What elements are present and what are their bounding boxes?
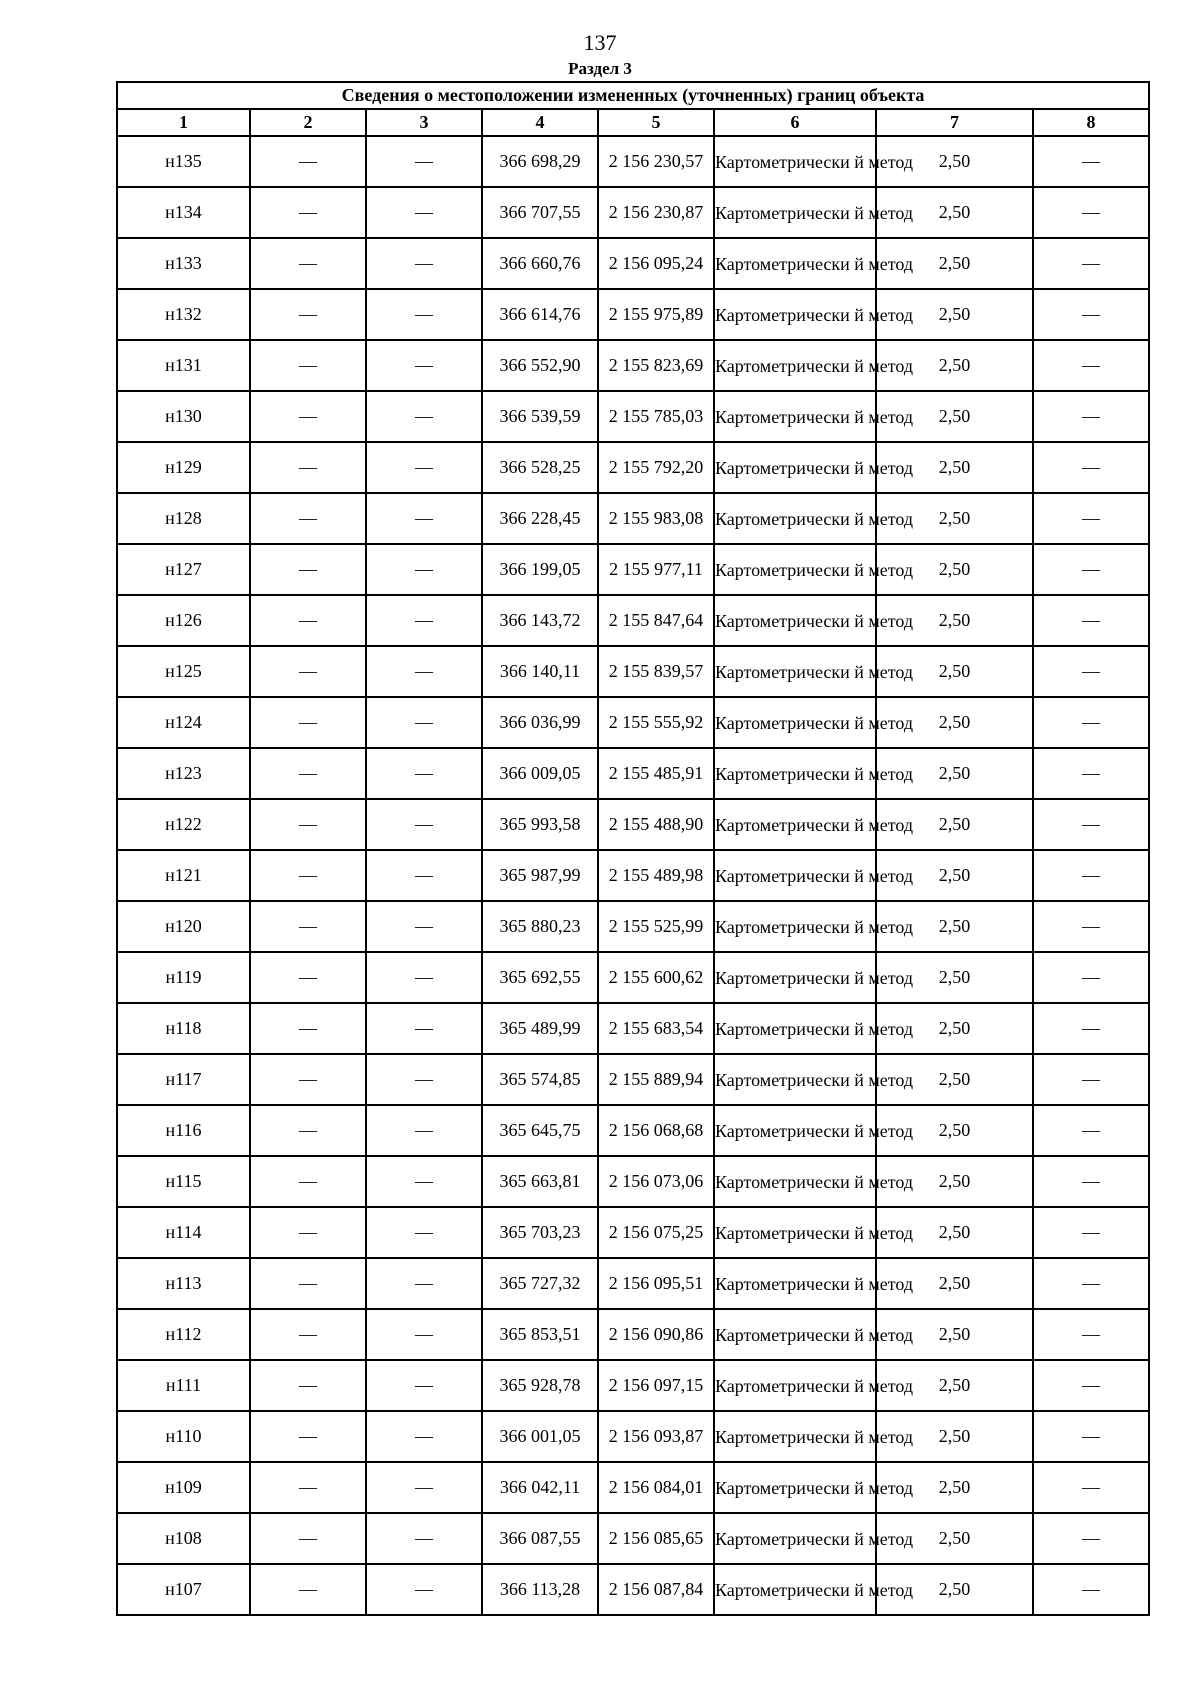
- col8-cell: —: [1033, 289, 1149, 340]
- y-coordinate-cell: 2 156 230,87: [598, 187, 714, 238]
- table-row: [117, 391, 1149, 442]
- accuracy-cell: 2,50: [876, 1360, 1033, 1411]
- y-coordinate-cell: 2 156 068,68: [598, 1105, 714, 1156]
- col2-cell: —: [250, 595, 366, 646]
- method-cell: Картометрически й метод: [714, 1156, 876, 1207]
- table-row: [117, 1105, 1149, 1156]
- col2-cell: —: [250, 1513, 366, 1564]
- point-name-cell: н107: [117, 1564, 250, 1615]
- col2-cell: —: [250, 646, 366, 697]
- table-row: [117, 1360, 1149, 1411]
- col3-cell: —: [366, 1309, 482, 1360]
- x-coordinate-cell: 366 707,55: [482, 187, 598, 238]
- table-caption: Сведения о местоположении измененных (уточненных) границ объекта: [117, 82, 1149, 109]
- x-coordinate-cell: 366 660,76: [482, 238, 598, 289]
- method-cell: Картометрически й метод: [714, 1054, 876, 1105]
- y-coordinate-cell: 2 155 785,03: [598, 391, 714, 442]
- col3-cell: —: [366, 748, 482, 799]
- column-number: 7: [876, 109, 1033, 136]
- col3-cell: —: [366, 136, 482, 187]
- col3-cell: —: [366, 493, 482, 544]
- method-cell: Картометрически й метод: [714, 340, 876, 391]
- point-name-cell: н121: [117, 850, 250, 901]
- x-coordinate-cell: 366 113,28: [482, 1564, 598, 1615]
- x-coordinate-cell: 366 140,11: [482, 646, 598, 697]
- col8-cell: —: [1033, 697, 1149, 748]
- accuracy-cell: 2,50: [876, 646, 1033, 697]
- accuracy-cell: 2,50: [876, 1411, 1033, 1462]
- y-coordinate-cell: 2 155 555,92: [598, 697, 714, 748]
- point-name-cell: н122: [117, 799, 250, 850]
- col8-cell: —: [1033, 1513, 1149, 1564]
- col2-cell: —: [250, 952, 366, 1003]
- accuracy-cell: 2,50: [876, 442, 1033, 493]
- col3-cell: —: [366, 901, 482, 952]
- col3-cell: —: [366, 442, 482, 493]
- method-cell: Картометрически й метод: [714, 391, 876, 442]
- col2-cell: —: [250, 1003, 366, 1054]
- x-coordinate-cell: 366 528,25: [482, 442, 598, 493]
- y-coordinate-cell: 2 156 087,84: [598, 1564, 714, 1615]
- col8-cell: —: [1033, 1003, 1149, 1054]
- point-name-cell: н114: [117, 1207, 250, 1258]
- col8-cell: —: [1033, 1054, 1149, 1105]
- method-cell: Картометрически й метод: [714, 544, 876, 595]
- col8-cell: —: [1033, 391, 1149, 442]
- method-cell: Картометрически й метод: [714, 1003, 876, 1054]
- col8-cell: —: [1033, 1411, 1149, 1462]
- y-coordinate-cell: 2 156 095,24: [598, 238, 714, 289]
- col3-cell: —: [366, 1411, 482, 1462]
- col3-cell: —: [366, 340, 482, 391]
- col2-cell: —: [250, 1564, 366, 1615]
- y-coordinate-cell: 2 156 090,86: [598, 1309, 714, 1360]
- point-name-cell: н126: [117, 595, 250, 646]
- accuracy-cell: 2,50: [876, 748, 1033, 799]
- table-row: [117, 136, 1149, 187]
- point-name-cell: н108: [117, 1513, 250, 1564]
- accuracy-cell: 2,50: [876, 136, 1033, 187]
- col2-cell: —: [250, 493, 366, 544]
- method-cell: Картометрически й метод: [714, 289, 876, 340]
- col8-cell: —: [1033, 442, 1149, 493]
- table-row: [117, 340, 1149, 391]
- col2-cell: —: [250, 187, 366, 238]
- col8-cell: —: [1033, 340, 1149, 391]
- col2-cell: —: [250, 544, 366, 595]
- point-name-cell: н130: [117, 391, 250, 442]
- accuracy-cell: 2,50: [876, 1462, 1033, 1513]
- y-coordinate-cell: 2 155 600,62: [598, 952, 714, 1003]
- col3-cell: —: [366, 289, 482, 340]
- point-name-cell: н115: [117, 1156, 250, 1207]
- col2-cell: —: [250, 697, 366, 748]
- y-coordinate-cell: 2 155 489,98: [598, 850, 714, 901]
- col3-cell: —: [366, 238, 482, 289]
- col8-cell: —: [1033, 238, 1149, 289]
- table-row: [117, 697, 1149, 748]
- col2-cell: —: [250, 901, 366, 952]
- table-row: [117, 799, 1149, 850]
- x-coordinate-cell: 365 987,99: [482, 850, 598, 901]
- point-name-cell: н135: [117, 136, 250, 187]
- col3-cell: —: [366, 544, 482, 595]
- table-caption-row: [117, 82, 1149, 109]
- y-coordinate-cell: 2 155 792,20: [598, 442, 714, 493]
- x-coordinate-cell: 365 645,75: [482, 1105, 598, 1156]
- x-coordinate-cell: 366 698,29: [482, 136, 598, 187]
- accuracy-cell: 2,50: [876, 1258, 1033, 1309]
- point-name-cell: н129: [117, 442, 250, 493]
- col2-cell: —: [250, 1462, 366, 1513]
- accuracy-cell: 2,50: [876, 850, 1033, 901]
- col2-cell: —: [250, 289, 366, 340]
- col2-cell: —: [250, 442, 366, 493]
- col3-cell: —: [366, 952, 482, 1003]
- x-coordinate-cell: 366 199,05: [482, 544, 598, 595]
- accuracy-cell: 2,50: [876, 1207, 1033, 1258]
- y-coordinate-cell: 2 155 839,57: [598, 646, 714, 697]
- col3-cell: —: [366, 1513, 482, 1564]
- point-name-cell: н110: [117, 1411, 250, 1462]
- y-coordinate-cell: 2 155 983,08: [598, 493, 714, 544]
- table-row: [117, 1054, 1149, 1105]
- table-row: [117, 1513, 1149, 1564]
- point-name-cell: н131: [117, 340, 250, 391]
- point-name-cell: н133: [117, 238, 250, 289]
- accuracy-cell: 2,50: [876, 289, 1033, 340]
- method-cell: Картометрически й метод: [714, 1258, 876, 1309]
- method-cell: Картометрически й метод: [714, 595, 876, 646]
- point-name-cell: н127: [117, 544, 250, 595]
- table-row: [117, 1564, 1149, 1615]
- col2-cell: —: [250, 799, 366, 850]
- y-coordinate-cell: 2 156 230,57: [598, 136, 714, 187]
- method-cell: Картометрически й метод: [714, 799, 876, 850]
- y-coordinate-cell: 2 155 525,99: [598, 901, 714, 952]
- col2-cell: —: [250, 1207, 366, 1258]
- col3-cell: —: [366, 697, 482, 748]
- x-coordinate-cell: 365 703,23: [482, 1207, 598, 1258]
- boundary-coordinates-table: [116, 81, 1150, 1616]
- col3-cell: —: [366, 187, 482, 238]
- point-name-cell: н109: [117, 1462, 250, 1513]
- y-coordinate-cell: 2 156 084,01: [598, 1462, 714, 1513]
- col3-cell: —: [366, 646, 482, 697]
- col3-cell: —: [366, 1360, 482, 1411]
- accuracy-cell: 2,50: [876, 187, 1033, 238]
- accuracy-cell: 2,50: [876, 799, 1033, 850]
- point-name-cell: н118: [117, 1003, 250, 1054]
- point-name-cell: н134: [117, 187, 250, 238]
- y-coordinate-cell: 2 155 683,54: [598, 1003, 714, 1054]
- col8-cell: —: [1033, 1462, 1149, 1513]
- col8-cell: —: [1033, 187, 1149, 238]
- column-number: 1: [117, 109, 250, 136]
- x-coordinate-cell: 366 087,55: [482, 1513, 598, 1564]
- section-title: Раздел 3: [568, 59, 632, 78]
- accuracy-cell: 2,50: [876, 493, 1033, 544]
- accuracy-cell: 2,50: [876, 340, 1033, 391]
- x-coordinate-cell: 365 993,58: [482, 799, 598, 850]
- method-cell: Картометрически й метод: [714, 442, 876, 493]
- y-coordinate-cell: 2 156 073,06: [598, 1156, 714, 1207]
- point-name-cell: н128: [117, 493, 250, 544]
- x-coordinate-cell: 365 663,81: [482, 1156, 598, 1207]
- method-cell: Картометрически й метод: [714, 1105, 876, 1156]
- method-cell: Картометрически й метод: [714, 646, 876, 697]
- col8-cell: —: [1033, 748, 1149, 799]
- col2-cell: —: [250, 391, 366, 442]
- table-row: [117, 646, 1149, 697]
- table-row: [117, 901, 1149, 952]
- column-number: 6: [714, 109, 876, 136]
- method-cell: Картометрически й метод: [714, 1309, 876, 1360]
- col3-cell: —: [366, 799, 482, 850]
- table-row: [117, 1309, 1149, 1360]
- col2-cell: —: [250, 1411, 366, 1462]
- col8-cell: —: [1033, 799, 1149, 850]
- table-row: [117, 595, 1149, 646]
- method-cell: Картометрически й метод: [714, 901, 876, 952]
- method-cell: Картометрически й метод: [714, 136, 876, 187]
- col3-cell: —: [366, 1105, 482, 1156]
- col2-cell: —: [250, 1258, 366, 1309]
- col2-cell: —: [250, 1054, 366, 1105]
- col3-cell: —: [366, 850, 482, 901]
- x-coordinate-cell: 365 489,99: [482, 1003, 598, 1054]
- y-coordinate-cell: 2 155 889,94: [598, 1054, 714, 1105]
- x-coordinate-cell: 366 552,90: [482, 340, 598, 391]
- y-coordinate-cell: 2 155 847,64: [598, 595, 714, 646]
- y-coordinate-cell: 2 155 488,90: [598, 799, 714, 850]
- table-row: [117, 187, 1149, 238]
- col3-cell: —: [366, 1207, 482, 1258]
- y-coordinate-cell: 2 156 095,51: [598, 1258, 714, 1309]
- x-coordinate-cell: 366 042,11: [482, 1462, 598, 1513]
- accuracy-cell: 2,50: [876, 1003, 1033, 1054]
- x-coordinate-cell: 365 880,23: [482, 901, 598, 952]
- col3-cell: —: [366, 1462, 482, 1513]
- col2-cell: —: [250, 1105, 366, 1156]
- method-cell: Картометрически й метод: [714, 748, 876, 799]
- col2-cell: —: [250, 1309, 366, 1360]
- accuracy-cell: 2,50: [876, 697, 1033, 748]
- x-coordinate-cell: 365 928,78: [482, 1360, 598, 1411]
- y-coordinate-cell: 2 156 097,15: [598, 1360, 714, 1411]
- accuracy-cell: 2,50: [876, 595, 1033, 646]
- method-cell: Картометрически й метод: [714, 187, 876, 238]
- x-coordinate-cell: 365 727,32: [482, 1258, 598, 1309]
- point-name-cell: н124: [117, 697, 250, 748]
- point-name-cell: н111: [117, 1360, 250, 1411]
- point-name-cell: н119: [117, 952, 250, 1003]
- col2-cell: —: [250, 1156, 366, 1207]
- col2-cell: —: [250, 1360, 366, 1411]
- table-row: [117, 493, 1149, 544]
- x-coordinate-cell: 365 692,55: [482, 952, 598, 1003]
- table-body: [117, 136, 1149, 1615]
- column-number: 3: [366, 109, 482, 136]
- x-coordinate-cell: 366 036,99: [482, 697, 598, 748]
- col8-cell: —: [1033, 595, 1149, 646]
- col3-cell: —: [366, 1054, 482, 1105]
- col8-cell: —: [1033, 544, 1149, 595]
- col8-cell: —: [1033, 850, 1149, 901]
- x-coordinate-cell: 366 143,72: [482, 595, 598, 646]
- table-row: [117, 1258, 1149, 1309]
- table-row: [117, 1462, 1149, 1513]
- point-name-cell: н112: [117, 1309, 250, 1360]
- point-name-cell: н116: [117, 1105, 250, 1156]
- table-row: [117, 442, 1149, 493]
- method-cell: Картометрически й метод: [714, 850, 876, 901]
- column-number: 5: [598, 109, 714, 136]
- method-cell: Картометрически й метод: [714, 697, 876, 748]
- col8-cell: —: [1033, 136, 1149, 187]
- point-name-cell: н120: [117, 901, 250, 952]
- point-name-cell: н125: [117, 646, 250, 697]
- col3-cell: —: [366, 1156, 482, 1207]
- x-coordinate-cell: 366 009,05: [482, 748, 598, 799]
- y-coordinate-cell: 2 156 085,65: [598, 1513, 714, 1564]
- table-row: [117, 1207, 1149, 1258]
- y-coordinate-cell: 2 155 485,91: [598, 748, 714, 799]
- col8-cell: —: [1033, 1360, 1149, 1411]
- method-cell: Картометрически й метод: [714, 1462, 876, 1513]
- col8-cell: —: [1033, 1105, 1149, 1156]
- accuracy-cell: 2,50: [876, 1513, 1033, 1564]
- accuracy-cell: 2,50: [876, 1054, 1033, 1105]
- page-number: 137: [583, 30, 617, 55]
- col2-cell: —: [250, 238, 366, 289]
- point-name-cell: н132: [117, 289, 250, 340]
- accuracy-cell: 2,50: [876, 952, 1033, 1003]
- col8-cell: —: [1033, 1156, 1149, 1207]
- column-number: 2: [250, 109, 366, 136]
- method-cell: Картометрически й метод: [714, 952, 876, 1003]
- col8-cell: —: [1033, 1207, 1149, 1258]
- method-cell: Картометрически й метод: [714, 1411, 876, 1462]
- accuracy-cell: 2,50: [876, 1564, 1033, 1615]
- x-coordinate-cell: 366 614,76: [482, 289, 598, 340]
- x-coordinate-cell: 365 574,85: [482, 1054, 598, 1105]
- x-coordinate-cell: 366 539,59: [482, 391, 598, 442]
- col8-cell: —: [1033, 901, 1149, 952]
- table-row: [117, 850, 1149, 901]
- y-coordinate-cell: 2 156 093,87: [598, 1411, 714, 1462]
- col2-cell: —: [250, 340, 366, 391]
- accuracy-cell: 2,50: [876, 391, 1033, 442]
- col8-cell: —: [1033, 1564, 1149, 1615]
- table-row: [117, 952, 1149, 1003]
- method-cell: Картометрически й метод: [714, 1564, 876, 1615]
- table-row: [117, 1003, 1149, 1054]
- accuracy-cell: 2,50: [876, 238, 1033, 289]
- method-cell: Картометрически й метод: [714, 493, 876, 544]
- column-number-row: [117, 109, 1149, 136]
- table-row: [117, 748, 1149, 799]
- x-coordinate-cell: 365 853,51: [482, 1309, 598, 1360]
- col3-cell: —: [366, 1258, 482, 1309]
- table-row: [117, 238, 1149, 289]
- col8-cell: —: [1033, 1309, 1149, 1360]
- col8-cell: —: [1033, 493, 1149, 544]
- method-cell: Картометрически й метод: [714, 1360, 876, 1411]
- point-name-cell: н117: [117, 1054, 250, 1105]
- table-row: [117, 544, 1149, 595]
- method-cell: Картометрически й метод: [714, 1513, 876, 1564]
- y-coordinate-cell: 2 155 977,11: [598, 544, 714, 595]
- col3-cell: —: [366, 391, 482, 442]
- point-name-cell: н123: [117, 748, 250, 799]
- column-number: 4: [482, 109, 598, 136]
- accuracy-cell: 2,50: [876, 1105, 1033, 1156]
- x-coordinate-cell: 366 001,05: [482, 1411, 598, 1462]
- accuracy-cell: 2,50: [876, 1309, 1033, 1360]
- col3-cell: —: [366, 1564, 482, 1615]
- column-number: 8: [1033, 109, 1149, 136]
- table-row: [117, 1156, 1149, 1207]
- col3-cell: —: [366, 1003, 482, 1054]
- col8-cell: —: [1033, 952, 1149, 1003]
- y-coordinate-cell: 2 155 823,69: [598, 340, 714, 391]
- col2-cell: —: [250, 748, 366, 799]
- y-coordinate-cell: 2 155 975,89: [598, 289, 714, 340]
- accuracy-cell: 2,50: [876, 1156, 1033, 1207]
- col2-cell: —: [250, 136, 366, 187]
- method-cell: Картометрически й метод: [714, 238, 876, 289]
- point-name-cell: н113: [117, 1258, 250, 1309]
- col2-cell: —: [250, 850, 366, 901]
- col8-cell: —: [1033, 1258, 1149, 1309]
- col3-cell: —: [366, 595, 482, 646]
- accuracy-cell: 2,50: [876, 901, 1033, 952]
- table-row: [117, 289, 1149, 340]
- y-coordinate-cell: 2 156 075,25: [598, 1207, 714, 1258]
- x-coordinate-cell: 366 228,45: [482, 493, 598, 544]
- accuracy-cell: 2,50: [876, 544, 1033, 595]
- col8-cell: —: [1033, 646, 1149, 697]
- table-row: [117, 1411, 1149, 1462]
- method-cell: Картометрически й метод: [714, 1207, 876, 1258]
